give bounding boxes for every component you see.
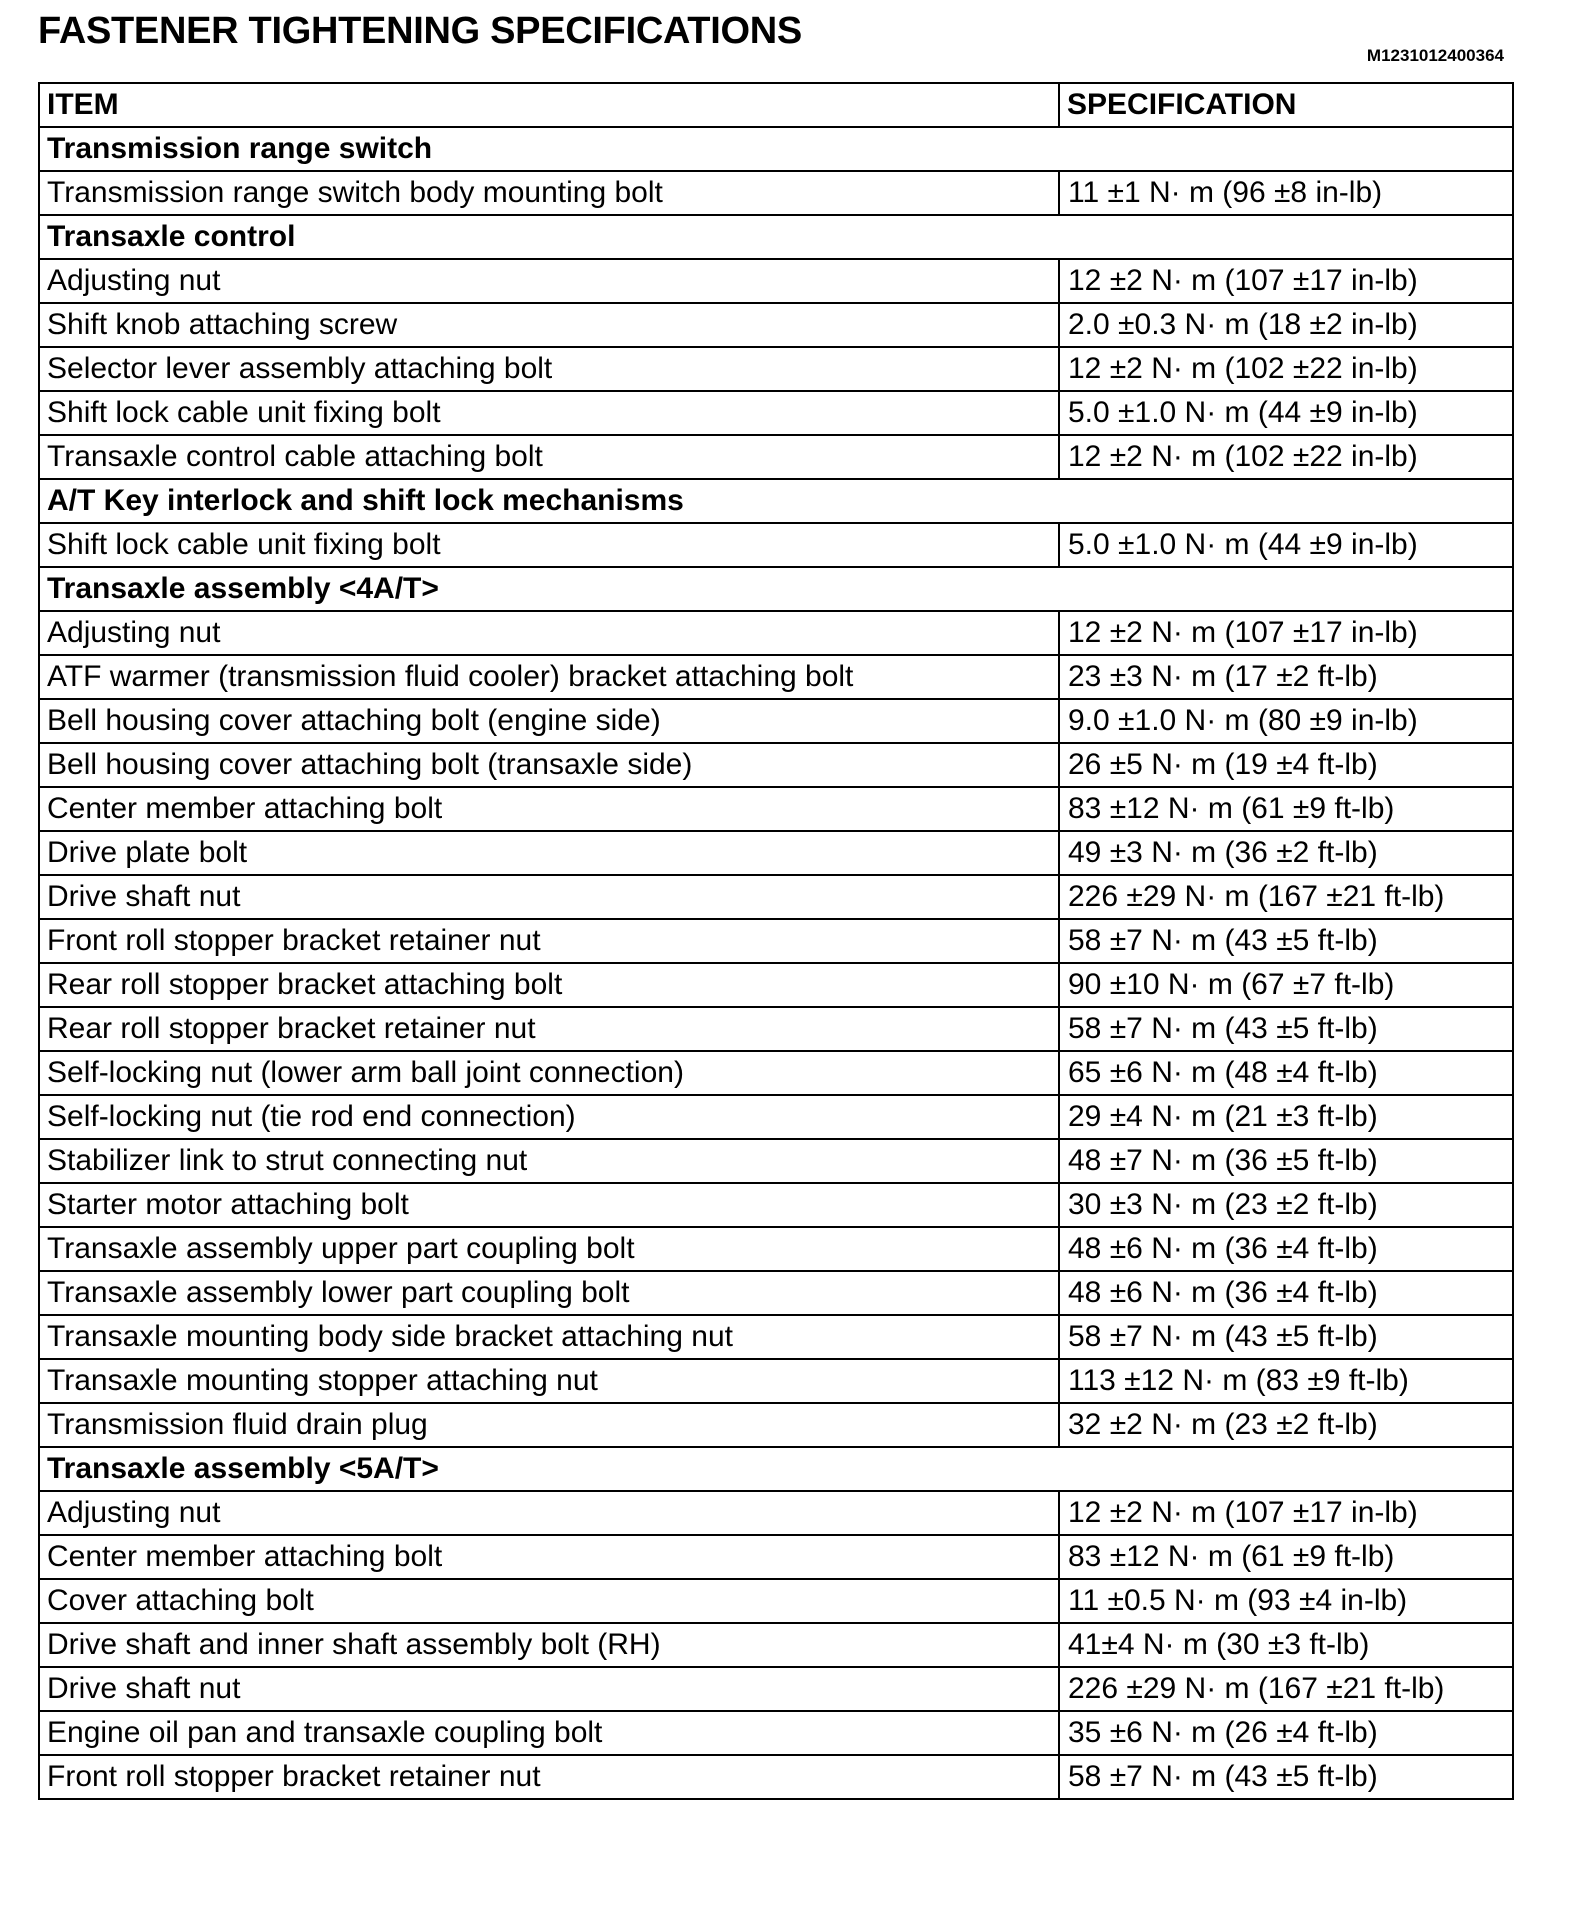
specification-cell: 83 ±12 N· m (61 ±9 ft-lb) (1059, 787, 1513, 831)
specification-cell: 29 ±4 N· m (21 ±3 ft-lb) (1059, 1095, 1513, 1139)
item-cell: Center member attaching bolt (39, 787, 1059, 831)
table-row (39, 699, 1513, 743)
item-cell: Rear roll stopper bracket attaching bolt (39, 963, 1059, 1007)
specification-cell: 11 ±0.5 N· m (93 ±4 in-lb) (1059, 1579, 1513, 1623)
specification-cell: 35 ±6 N· m (26 ±4 ft-lb) (1059, 1711, 1513, 1755)
section-title: A/T Key interlock and shift lock mechanisms (39, 479, 1513, 523)
item-cell: Self-locking nut (lower arm ball joint connection) (39, 1051, 1059, 1095)
section-title: Transmission range switch (39, 127, 1513, 171)
section-header-row (39, 567, 1513, 611)
item-cell: Transmission range switch body mounting bolt (39, 171, 1059, 215)
specification-cell: 2.0 ±0.3 N· m (18 ±2 in-lb) (1059, 303, 1513, 347)
table-row (39, 1711, 1513, 1755)
specification-cell: 49 ±3 N· m (36 ±2 ft-lb) (1059, 831, 1513, 875)
table-row (39, 1051, 1513, 1095)
item-cell: Front roll stopper bracket retainer nut (39, 919, 1059, 963)
table-row (39, 1403, 1513, 1447)
item-cell: Rear roll stopper bracket retainer nut (39, 1007, 1059, 1051)
item-cell: Transaxle control cable attaching bolt (39, 435, 1059, 479)
item-cell: Adjusting nut (39, 611, 1059, 655)
item-cell: Starter motor attaching bolt (39, 1183, 1059, 1227)
column-header-specification: SPECIFICATION (1059, 83, 1513, 127)
specification-cell: 90 ±10 N· m (67 ±7 ft-lb) (1059, 963, 1513, 1007)
item-cell: Shift lock cable unit fixing bolt (39, 391, 1059, 435)
table-row (39, 391, 1513, 435)
table-body (39, 127, 1513, 1799)
table-row (39, 347, 1513, 391)
table-row (39, 655, 1513, 699)
specification-cell: 12 ±2 N· m (107 ±17 in-lb) (1059, 1491, 1513, 1535)
specification-cell: 26 ±5 N· m (19 ±4 ft-lb) (1059, 743, 1513, 787)
table-row (39, 1095, 1513, 1139)
table-row (39, 1007, 1513, 1051)
table-row (39, 875, 1513, 919)
item-cell: Center member attaching bolt (39, 1535, 1059, 1579)
table-row (39, 1359, 1513, 1403)
item-cell: ATF warmer (transmission fluid cooler) bracket attaching bolt (39, 655, 1059, 699)
column-header-item: ITEM (39, 83, 1059, 127)
table-row (39, 1755, 1513, 1799)
item-cell: Shift knob attaching screw (39, 303, 1059, 347)
spec-table (38, 82, 1514, 1800)
specification-cell: 83 ±12 N· m (61 ±9 ft-lb) (1059, 1535, 1513, 1579)
table-row (39, 1271, 1513, 1315)
table-row (39, 259, 1513, 303)
item-cell: Bell housing cover attaching bolt (engine side) (39, 699, 1059, 743)
specification-cell: 5.0 ±1.0 N· m (44 ±9 in-lb) (1059, 523, 1513, 567)
table-row (39, 787, 1513, 831)
specification-cell: 32 ±2 N· m (23 ±2 ft-lb) (1059, 1403, 1513, 1447)
table-row (39, 303, 1513, 347)
item-cell: Shift lock cable unit fixing bolt (39, 523, 1059, 567)
specification-cell: 41±4 N· m (30 ±3 ft-lb) (1059, 1623, 1513, 1667)
table-row (39, 963, 1513, 1007)
specification-cell: 30 ±3 N· m (23 ±2 ft-lb) (1059, 1183, 1513, 1227)
specification-cell: 58 ±7 N· m (43 ±5 ft-lb) (1059, 1315, 1513, 1359)
table-row (39, 743, 1513, 787)
specification-cell: 48 ±7 N· m (36 ±5 ft-lb) (1059, 1139, 1513, 1183)
specification-cell: 58 ±7 N· m (43 ±5 ft-lb) (1059, 1755, 1513, 1799)
item-cell: Front roll stopper bracket retainer nut (39, 1755, 1059, 1799)
specification-cell: 226 ±29 N· m (167 ±21 ft-lb) (1059, 1667, 1513, 1711)
table-row (39, 523, 1513, 567)
table-row (39, 435, 1513, 479)
specification-cell: 58 ±7 N· m (43 ±5 ft-lb) (1059, 1007, 1513, 1051)
table-row (39, 1491, 1513, 1535)
table-row (39, 1667, 1513, 1711)
document-code: M1231012400364 (1366, 46, 1504, 65)
item-cell: Stabilizer link to strut connecting nut (39, 1139, 1059, 1183)
item-cell: Self-locking nut (tie rod end connection) (39, 1095, 1059, 1139)
table-row (39, 831, 1513, 875)
item-cell: Adjusting nut (39, 259, 1059, 303)
section-title: Transaxle assembly <5A/T> (39, 1447, 1513, 1491)
item-cell: Drive shaft nut (39, 875, 1059, 919)
item-cell: Selector lever assembly attaching bolt (39, 347, 1059, 391)
item-cell: Transaxle mounting stopper attaching nut (39, 1359, 1059, 1403)
table-row (39, 1579, 1513, 1623)
specification-cell: 58 ±7 N· m (43 ±5 ft-lb) (1059, 919, 1513, 963)
specification-cell: 11 ±1 N· m (96 ±8 in-lb) (1059, 171, 1513, 215)
table-row (39, 611, 1513, 655)
section-title: Transaxle assembly <4A/T> (39, 567, 1513, 611)
specification-cell: 48 ±6 N· m (36 ±4 ft-lb) (1059, 1227, 1513, 1271)
section-header-row (39, 1447, 1513, 1491)
item-cell: Transaxle mounting body side bracket attaching nut (39, 1315, 1059, 1359)
table-row (39, 1623, 1513, 1667)
table-row (39, 1139, 1513, 1183)
section-title: Transaxle control (39, 215, 1513, 259)
section-header-row (39, 215, 1513, 259)
item-cell: Drive shaft nut (39, 1667, 1059, 1711)
table-header-row (39, 83, 1513, 127)
item-cell: Cover attaching bolt (39, 1579, 1059, 1623)
specification-cell: 12 ±2 N· m (102 ±22 in-lb) (1059, 435, 1513, 479)
item-cell: Adjusting nut (39, 1491, 1059, 1535)
item-cell: Bell housing cover attaching bolt (transaxle side) (39, 743, 1059, 787)
table-row (39, 1227, 1513, 1271)
item-cell: Drive plate bolt (39, 831, 1059, 875)
specification-cell: 65 ±6 N· m (48 ±4 ft-lb) (1059, 1051, 1513, 1095)
item-cell: Transaxle assembly lower part coupling bolt (39, 1271, 1059, 1315)
item-cell: Engine oil pan and transaxle coupling bolt (39, 1711, 1059, 1755)
table-row (39, 1183, 1513, 1227)
item-cell: Drive shaft and inner shaft assembly bolt (RH) (39, 1623, 1059, 1667)
specification-cell: 12 ±2 N· m (107 ±17 in-lb) (1059, 611, 1513, 655)
specification-cell: 12 ±2 N· m (107 ±17 in-lb) (1059, 259, 1513, 303)
specification-cell: 226 ±29 N· m (167 ±21 ft-lb) (1059, 875, 1513, 919)
page-title: FASTENER TIGHTENING SPECIFICATIONS (38, 10, 802, 52)
item-cell: Transmission fluid drain plug (39, 1403, 1059, 1447)
item-cell: Transaxle assembly upper part coupling bolt (39, 1227, 1059, 1271)
section-header-row (39, 479, 1513, 523)
table-row (39, 1315, 1513, 1359)
specification-cell: 12 ±2 N· m (102 ±22 in-lb) (1059, 347, 1513, 391)
specification-cell: 5.0 ±1.0 N· m (44 ±9 in-lb) (1059, 391, 1513, 435)
specification-cell: 48 ±6 N· m (36 ±4 ft-lb) (1059, 1271, 1513, 1315)
specification-cell: 9.0 ±1.0 N· m (80 ±9 in-lb) (1059, 699, 1513, 743)
table-row (39, 1535, 1513, 1579)
table-row (39, 171, 1513, 215)
specification-cell: 23 ±3 N· m (17 ±2 ft-lb) (1059, 655, 1513, 699)
table-row (39, 919, 1513, 963)
section-header-row (39, 127, 1513, 171)
specification-cell: 113 ±12 N· m (83 ±9 ft-lb) (1059, 1359, 1513, 1403)
